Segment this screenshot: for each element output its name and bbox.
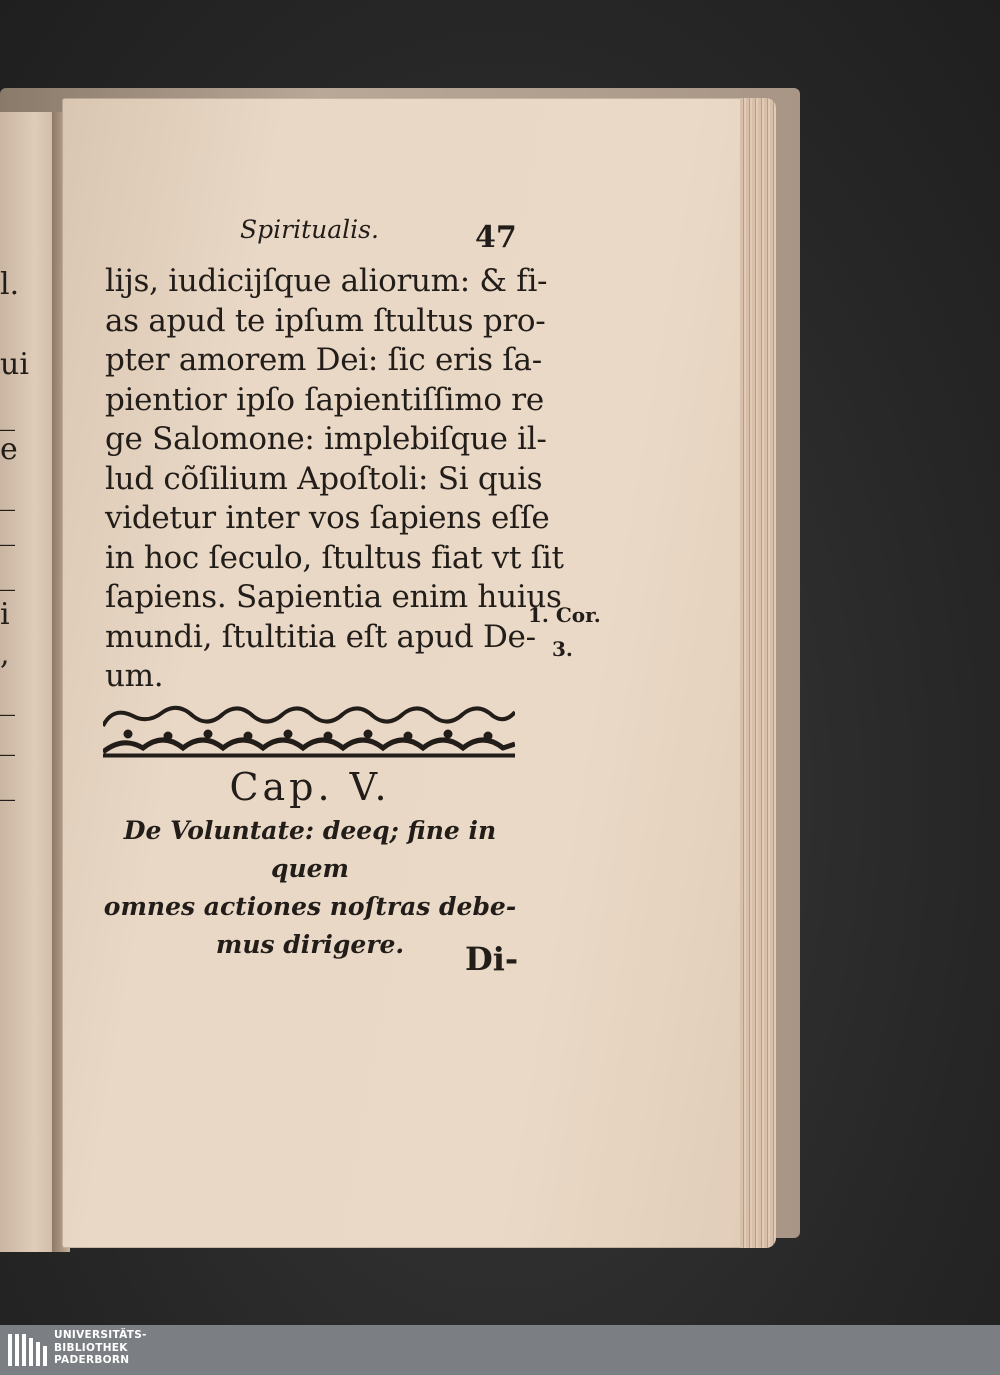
body-line: pter amorem Dei: ſic eris ſa-: [105, 342, 542, 378]
margin-note-line: 1. Cor.: [528, 603, 601, 627]
left-page-fragment: i: [0, 597, 10, 632]
body-line: ge Salomone: implebiſque il-: [105, 421, 547, 457]
library-name-line: PADERBORN: [54, 1354, 130, 1366]
margin-note-line: 3.: [552, 637, 573, 661]
left-page-fragment: _: [0, 557, 15, 592]
library-name: [54, 1329, 147, 1367]
page-number: 47: [475, 220, 517, 255]
left-page-fragment: _: [0, 512, 15, 547]
left-page-fragment: _: [0, 682, 15, 717]
margin-note: [528, 598, 601, 666]
body-line: lud cõſilium Apoſtoli: Si quis: [105, 460, 543, 497]
body-line: pientior ipſo ſapientiſſimo re: [105, 381, 544, 418]
subtitle-line: omnes actiones noſtras debe-: [103, 892, 517, 921]
chapter-heading: Cap. V.: [229, 765, 391, 809]
body-line: um.: [105, 658, 164, 694]
subtitle-line: De Voluntate: deeq; fine in quem: [123, 816, 497, 883]
left-page-fragment: _: [0, 722, 15, 757]
library-logo-icon: [8, 1330, 48, 1370]
body-line: as apud te ipſum ſtultus pro-: [105, 302, 546, 339]
library-name-line: BIBLIOTHEK: [54, 1341, 128, 1354]
footer-bar: [0, 1325, 1000, 1375]
running-head: Spiritualis.: [240, 215, 379, 244]
body-line: in hoc ſeculo, ſtultus fiat vt ſit: [105, 539, 564, 576]
chapter-subtitle: [100, 812, 520, 964]
left-page-fragment: _: [0, 477, 15, 512]
subtitle-line: mus dirigere.: [215, 930, 405, 959]
page-edges: [740, 98, 776, 1248]
left-page-fragment: ui: [0, 347, 29, 382]
left-page-fragment: l.: [0, 267, 20, 302]
left-page-fragment: e: [0, 432, 18, 467]
body-line: videtur inter vos ſapiens eſſe: [105, 500, 550, 536]
left-page-fragment: ,: [0, 637, 10, 672]
left-page-fragment: _: [0, 767, 15, 802]
ornament-border: [103, 698, 515, 758]
left-page-fragment: _: [0, 397, 15, 432]
catchword: Di-: [465, 940, 519, 978]
body-line: ſapiens. Sapientia enim huius: [105, 579, 562, 615]
body-line: lijs, iudicijſque aliorum: & fi-: [105, 263, 548, 299]
library-name-line: UNIVERSITÄTS-: [54, 1329, 147, 1341]
body-text: [105, 262, 564, 697]
body-line: mundi, ſtultitia eſt apud De-: [105, 618, 536, 655]
